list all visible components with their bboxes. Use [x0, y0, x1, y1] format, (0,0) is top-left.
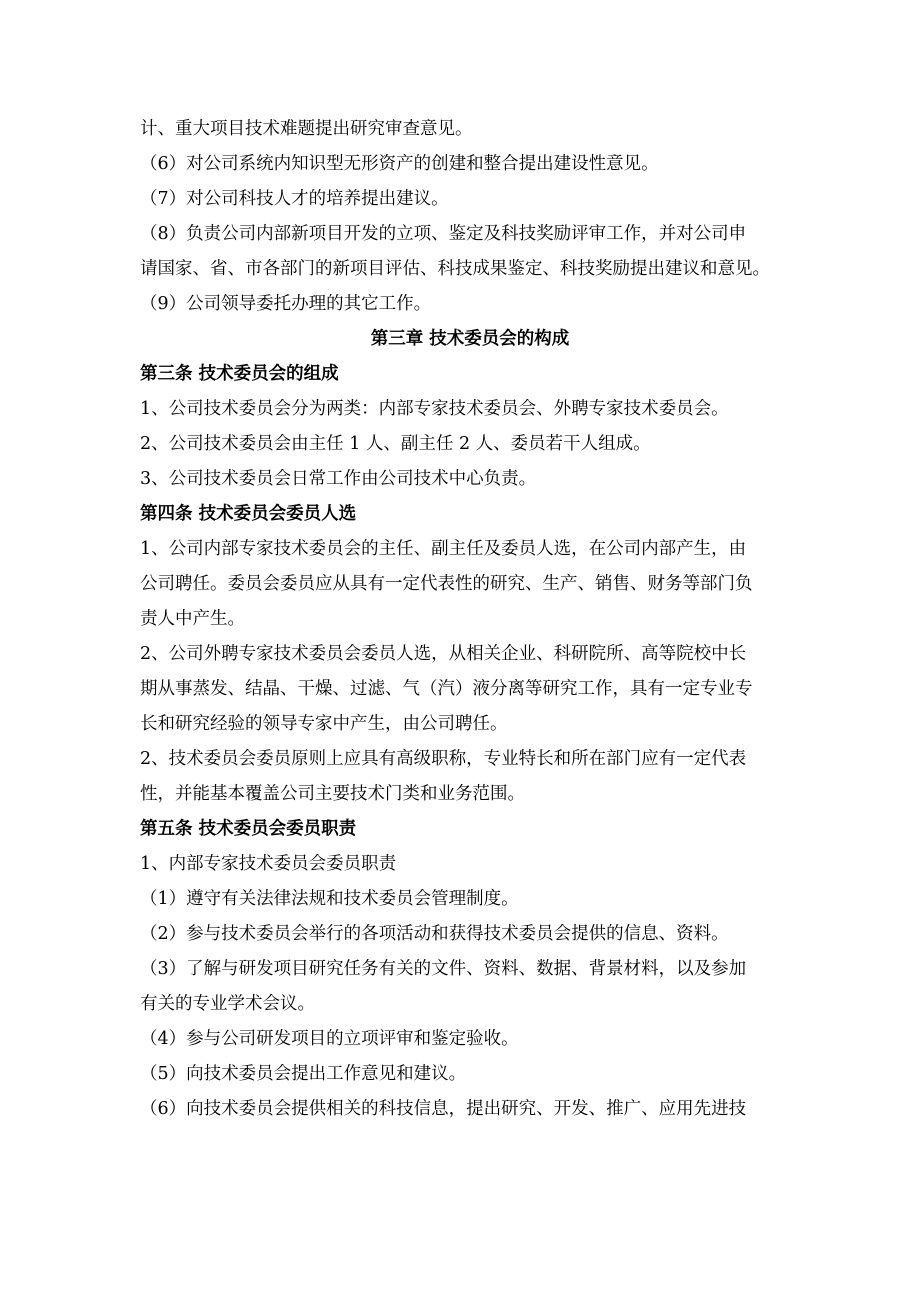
body-line: 计、重大项目技术难题提出研究审查意见。	[140, 119, 473, 139]
list-item: （3）了解与研发项目研究任务有关的文件、资料、数据、背景材料，以及参加	[140, 959, 747, 979]
body-line: 请国家、省、市各部门的新项目评估、科技成果鉴定、科技奖励提出建议和意见。	[140, 259, 770, 279]
list-item: （4）参与公司研发项目的立项评审和鉴定验收。	[140, 1029, 519, 1049]
list-item: 3、公司技术委员会日常工作由公司技术中心负责。	[140, 469, 537, 489]
body-line: 责人中产生。	[140, 609, 245, 629]
list-item: （7）对公司科技人才的培养提出建议。	[140, 189, 449, 209]
body-line: 有关的专业学术会议。	[140, 994, 315, 1014]
list-item: 2、公司外聘专家技术委员会委员人选，从相关企业、科研院所、高等院校中长	[140, 644, 747, 664]
article-heading: 第五条 技术委员会委员职责	[140, 819, 357, 839]
list-item: 1、公司技术委员会分为两类：内部专家技术委员会、外聘专家技术委员会。	[140, 399, 729, 419]
body-line: 性，并能基本覆盖公司主要技术门类和业务范围。	[140, 784, 525, 804]
list-item: （8）负责公司内部新项目开发的立项、鉴定及科技奖励评审工作，并对公司申	[140, 224, 747, 244]
list-item: 1、公司内部专家技术委员会的主任、副主任及委员人选，在公司内部产生，由	[140, 539, 747, 559]
list-item: （2）参与技术委员会举行的各项活动和获得技术委员会提供的信息、资料。	[140, 924, 729, 944]
chapter-title: 第三章 技术委员会的构成	[370, 329, 570, 349]
body-line: 长和研究经验的领导专家中产生，由公司聘任。	[140, 714, 508, 734]
list-item: （6）向技术委员会提供相关的科技信息，提出研究、开发、推广、应用先进技	[140, 1099, 747, 1119]
list-item: （6）对公司系统内知识型无形资产的创建和整合提出建设性意见。	[140, 154, 659, 174]
article-heading: 第三条 技术委员会的组成	[140, 364, 339, 384]
list-item: （9）公司领导委托办理的其它工作。	[140, 294, 432, 314]
list-item: 1、内部专家技术委员会委员职责	[140, 854, 397, 874]
article-heading: 第四条 技术委员会委员人选	[140, 504, 357, 524]
list-item: 2、技术委员会委员原则上应具有高级职称，专业特长和所在部门应有一定代表	[140, 749, 747, 769]
list-item: 2、公司技术委员会由主任 1 人、副主任 2 人、委员若干人组成。	[140, 434, 651, 454]
body-line: 期从事蒸发、结晶、干燥、过滤、气（汽）液分离等研究工作，具有一定专业专	[140, 679, 753, 699]
list-item: （5）向技术委员会提出工作意见和建议。	[140, 1064, 467, 1084]
body-line: 公司聘任。委员会委员应从具有一定代表性的研究、生产、销售、财务等部门负	[140, 574, 753, 594]
list-item: （1）遵守有关法律法规和技术委员会管理制度。	[140, 889, 519, 909]
document-page	[140, 112, 800, 1127]
